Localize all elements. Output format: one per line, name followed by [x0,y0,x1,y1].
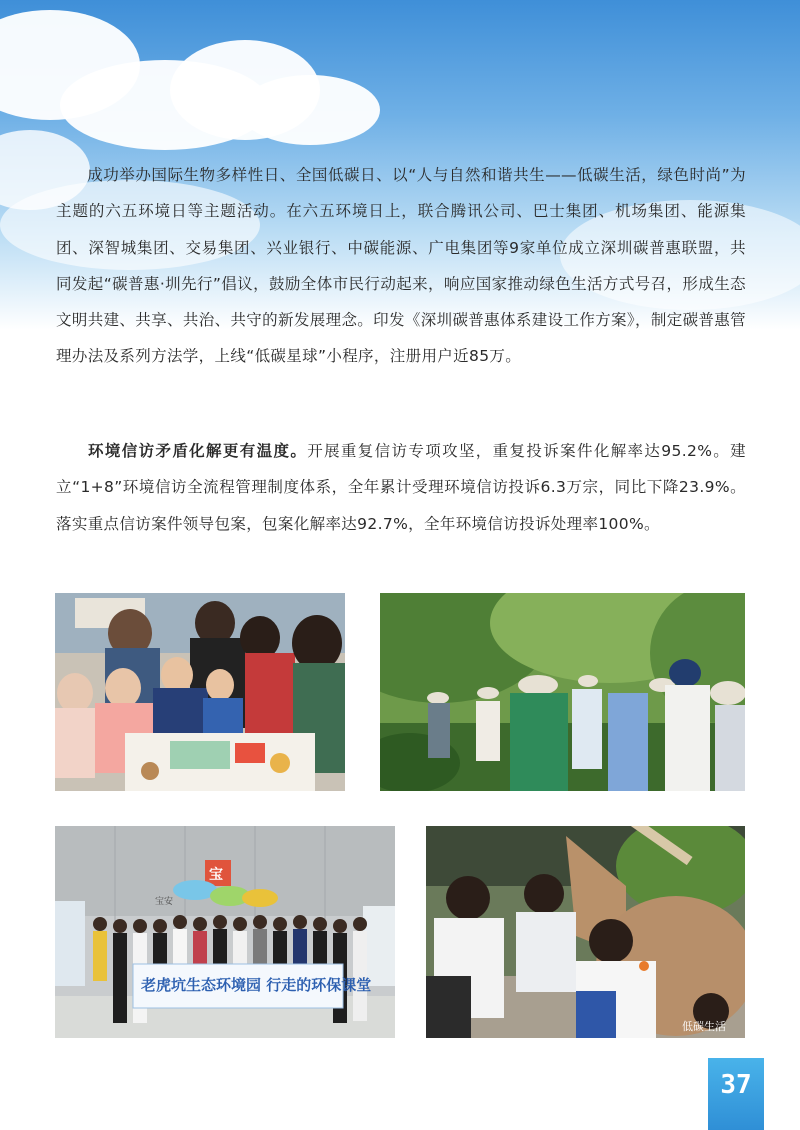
building-brand: 宝安 [155,897,174,907]
page-number: 37 [708,1058,764,1130]
photo-group-banner [55,826,395,1038]
banner-text: 老虎坑生态环境园 行走的环保课堂 [141,976,372,994]
paragraph-lead: 环境信访矛盾化解更有温度。 [87,442,308,460]
photo-nature-tour [380,593,745,791]
photo-craft-activity [426,826,745,1038]
paragraph-text: 开展重复信访专项攻坚，重复投诉案件化解率达95.2%。建立“1+8”环境信访全流程管理制度体系，全年累计受理环境信访投诉6.3万宗，同比下降23.9%。落实重点信访案件领导包案，包案化解率达92.7%，全年环境信访投诉处理率100%。 [56,442,746,533]
watermark-text: 低碳生活 [682,1020,726,1033]
paragraph-text: 成功举办国际生物多样性日、全国低碳日、以“人与自然和谐共生——低碳生活，绿色时尚”为主题的六五环境日等主题活动。在六五环境日上，联合腾讯公司、巴士集团、机场集团、能源集团、深智城集团、交易集团、兴业银行、中碳能源、广电集团等9家单位成立深圳碳普惠联盟，共同发起“碳普惠·圳先行”倡议，鼓励全体市民行动起来，响应国家推动绿色生活方式号召，形成生态文明共建、共享、共治、共守的新发展理念。印发《深圳碳普惠体系建设工作方案》，制定碳普惠管理办法及系列方法学，上线“低碳星球”小程序，注册用户近85万。 [56,166,746,366]
building-logo: 宝 [209,867,223,883]
photo-children-activity [55,593,345,791]
paragraph-carbon-inclusion [56,157,746,375]
paragraph-petition [56,433,746,542]
